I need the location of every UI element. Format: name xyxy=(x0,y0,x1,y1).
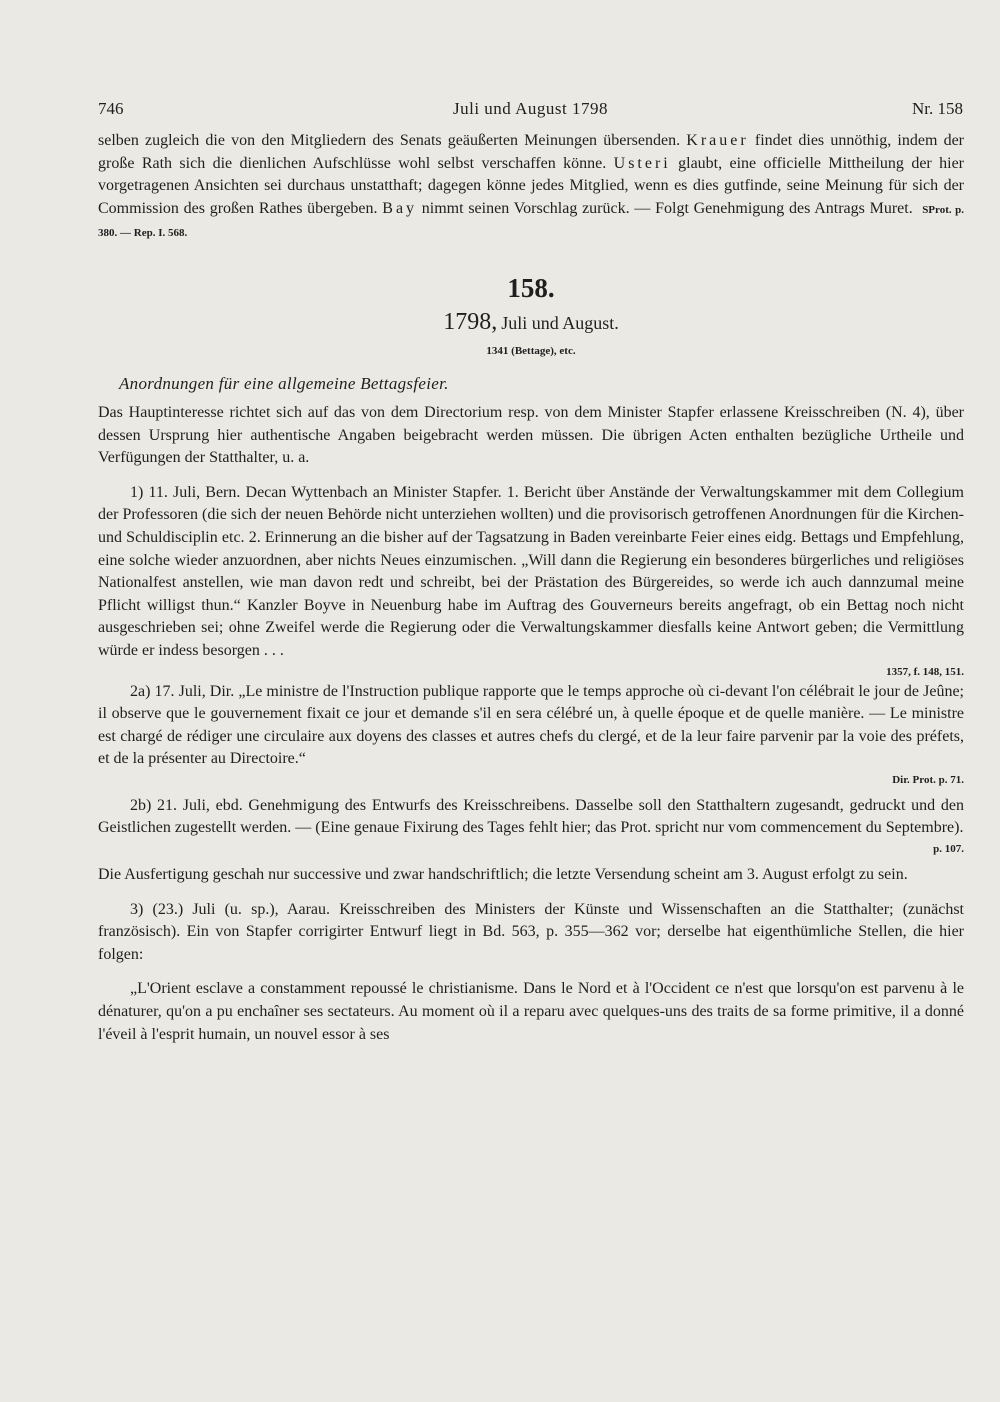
intro-paragraph xyxy=(98,130,964,245)
entry-3: 3) (23.) Juli (u. sp.), Aarau. Kreisschreiben des Ministers der Künste und Wissenschaften an die Statthalter; (zunächst französisch). Ein von Stapfer corrigirter Entwurf liegt in Bd. 563, p. 355—362 vor; derselbe hat eigenthümliche Stellen, die hier folgen: xyxy=(98,900,964,963)
execution-paragraph: Die Ausfertigung geschah nur successive und zwar handschriftlich; die letzte Versendung scheint am 3. August erfolgt zu sein. xyxy=(98,866,908,884)
intro-text-a: selben zugleich die von den Mitgliedern des Senats geäußerten Meinungen übersenden. xyxy=(98,132,687,149)
entry-2a xyxy=(98,681,964,771)
page-body xyxy=(98,130,964,1046)
entry-2b: 2b) 21. Juli, ebd. Genehmigung des Entwurfs des Kreisschreibens. Dasselbe soll den Statthaltern zugesandt, gedruckt und den Geistlichen zugestellt werden. — (Eine genaue Fixirung des Tages fehlt hier; das Prot. spricht nur vom commencement du Septembre). xyxy=(98,796,964,837)
document-source: 1341 (Bettage), etc. xyxy=(486,344,576,357)
document-months: Juli und August. xyxy=(501,312,619,333)
intro-text-d: nimmt seinen Vorschlag zurück. — Folgt Genehmigung des Antrags Muret. xyxy=(417,199,913,217)
entry-2a-text: 2a) 17. Juli, Dir. „Le ministre de l'Instruction publique rapporte que le temps approche où ci-devant l'on célébrait le jour de Jeûne; il observe que le gouvernement fixait ce jour et demande s'il en sera célébré un, à quelle époque et de quelle manière. — Le ministre est chargé de rédiger une circulaire aux doyens des classes et autres chefs du clergé, et de la leur faire parvenir par la voie des préfets, et de la présenter au Directoire.“ xyxy=(98,682,964,768)
document-year: 1798, xyxy=(443,308,498,335)
main-paragraph: Das Hauptinteresse richtet sich auf das von dem Directorium resp. von dem Minister Stapfer erlassene Kreisschreiben (N. 4), über dessen Ursprung hier authentische Angaben beigebracht werden müssen. Die übrigen Acten enthalten bezügliche Urtheile und Verfügungen der Statthalter, u. a. xyxy=(98,403,964,467)
intro-text-c: glaubt, eine officielle Mittheilung der hier vorgetragenen Ansichten sei durchaus unstatthaft; dagegen könne jedes Mitglied, wenn es dies gutfinde, seine Meinung für sich der Commission des großen Rathes übergeben. xyxy=(98,154,964,217)
entry-2a-reference: Dir. Prot. p. 71. xyxy=(892,773,964,786)
intro-text-b: findet dies unnöthig, indem der große Rath sich die dienlichen Aufschlüsse wohl selbst verschaffen könne. xyxy=(98,132,964,172)
entry-1: 1) 11. Juli, Bern. Decan Wyttenbach an Minister Stapfer. 1. Bericht über Anstände der Verwaltungskammer mit dem Collegium der Professoren (die sich der neuen Behörde nicht unterziehen wollten) und die provisorisch getroffenen Anordnungen für die Kirchen- und Schuldisciplin etc. 2. Erinnerung an die bisher auf der Tagsatzung in Baden vereinbarte Feier eines eidg. Bettags und Empfehlung, eine solche wieder anzuordnen, aber nichts Neues einzumischen. „Will dann die Regierung ein besonderes bürgerliches und religiöses Nationalfest anstellen, wie man davon redt und schreibt, bei der Prästation des Bürgereides, so werde ich auch dannzumal meine Pflicht willigst thun.“ Kanzler Boyve in Neuenburg habe im Auftrag des Gouverneurs bereits angefragt, ob ein Bettag noch nicht ausgeschrieben sei; ohne Zweifel werde die Regierung oder die Verwaltungskammer diesfalls keine Antwort geben; die Vermittlung würde er indess besorgen . . . xyxy=(98,483,964,659)
quote-paragraph: „L'Orient esclave a constamment repoussé le christianisme. Dans le Nord et à l'Occident ce n'est que lorsqu'on est parvenu à le dénaturer, qu'on a pu enchaîner ses sectateurs. Au moment où il a reparu avec quelques-uns des traits de sa forme primitive, il a donné l'éveil à l'esprit humain, un nouvel essor à ses xyxy=(98,980,964,1043)
entry-1-reference: 1357, f. 148, 151. xyxy=(886,665,964,678)
name-bay: Bay xyxy=(382,199,418,217)
name-usteri: Usteri xyxy=(613,154,671,172)
document-number-label: Nr. 158 xyxy=(912,99,963,118)
document-date xyxy=(98,307,964,340)
page-header xyxy=(98,96,963,122)
page-number: 746 xyxy=(98,99,124,118)
entry-2b-reference: p. 107. xyxy=(933,843,964,856)
name-krauer: Krauer xyxy=(686,132,749,149)
document-title: Anordnungen für eine allgemeine Bettagsfeier. xyxy=(119,373,449,393)
running-title: Juli und August 1798 xyxy=(453,99,608,118)
document-number: 158. xyxy=(507,272,555,303)
intro-reference: SProt. p. 380. — Rep. I. 568. xyxy=(98,203,964,240)
